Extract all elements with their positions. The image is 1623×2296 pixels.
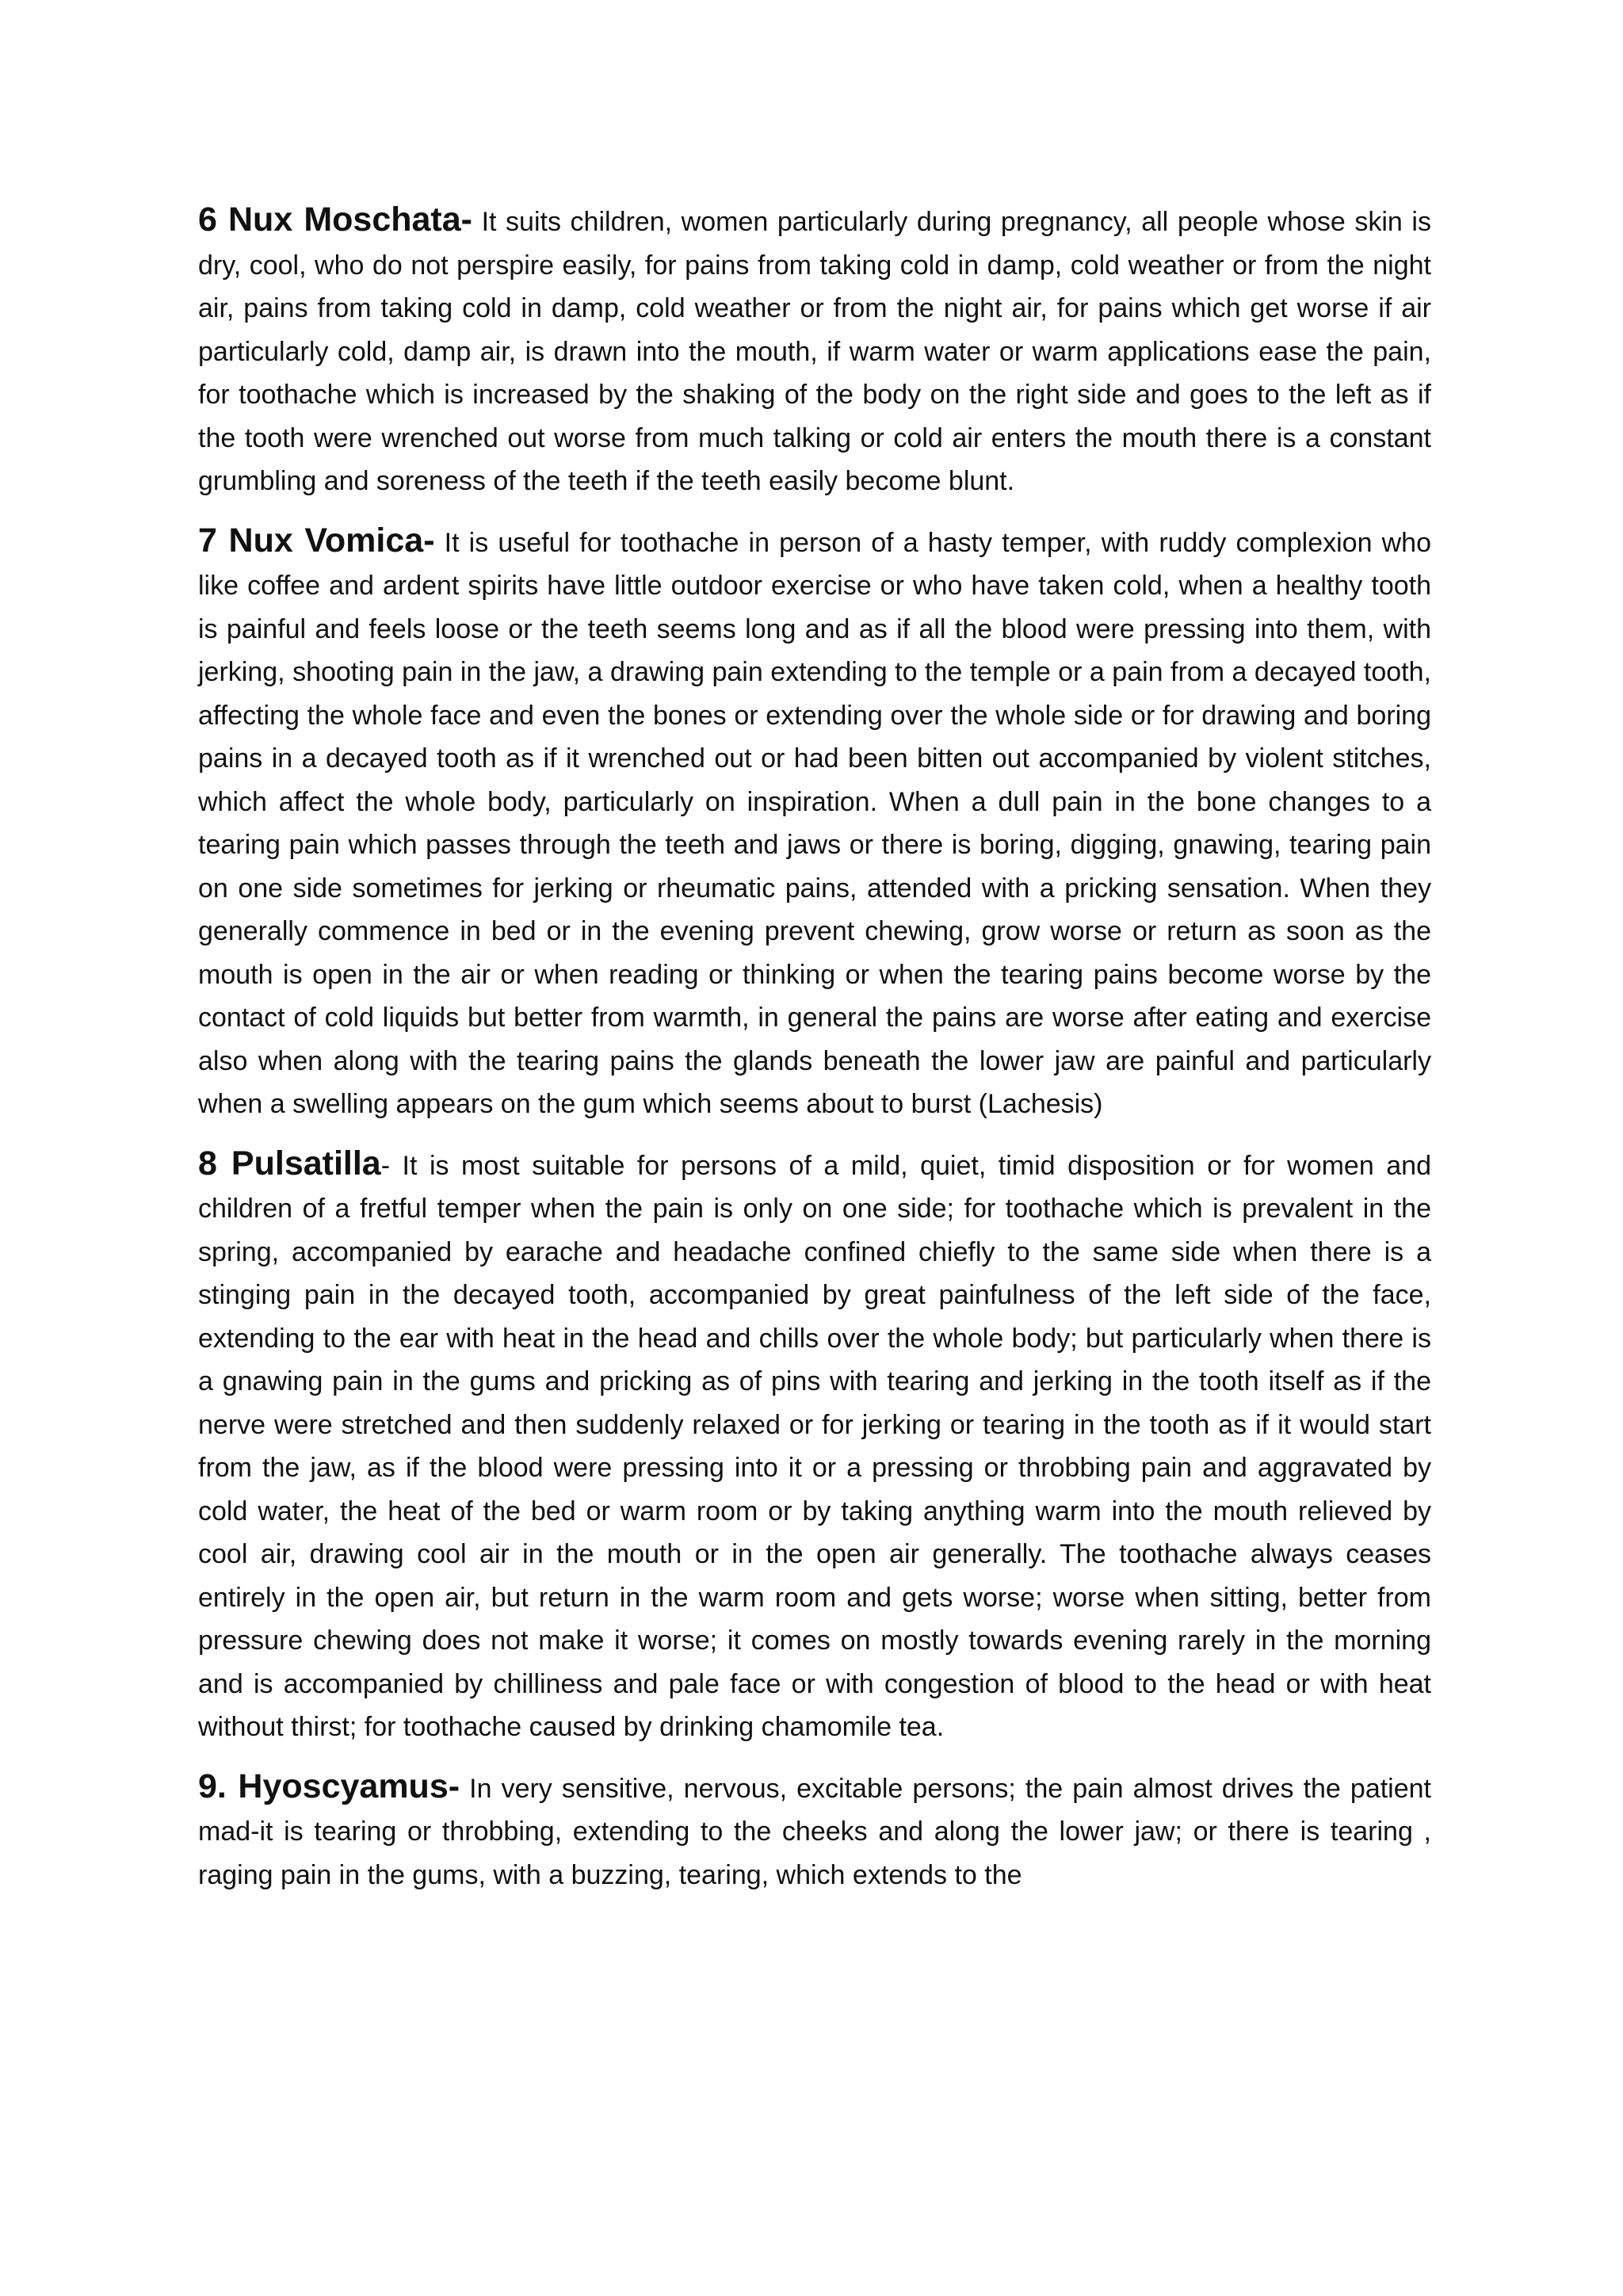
- remedy-description: It is useful for toothache in person of a hasty temper, with ruddy complexion who like coffee and ardent spirits have little outdoor exercise or who have taken cold, when a healthy tooth is painful and feels loose or the teeth seems long and as if all the blood were pressing into them, with jerking, shooting pain in the jaw, a drawing pain extending to the temple or a pain from a decayed tooth, affecting the whole face and even the bones or extending over the whole side or for drawing and boring pains in a decayed tooth as if it wrenched out or had been bitten out accompanied by violent stitches, which affect the whole body, particularly on inspiration. When a dull pain in the bone changes to a tearing pain which passes through the teeth and jaws or there is boring, digging, gnawing, tearing pain on one side sometimes for jerking or rheumatic pains, attended with a pricking sensation. When they generally commence in bed or in the evening prevent chewing, grow worse or return as soon as the mouth is open in the air or when reading or thinking or when the tearing pains become worse by the contact of cold liquids but better from warmth, in general the pains are worse after eating and exercise also when along with the tearing pains the glands beneath the lower jaw are painful and particularly when a swelling appears on the gum which seems about to burst (Lachesis): [198, 527, 1431, 1119]
- remedy-description: It suits children, women particularly during pregnancy, all people whose skin is dry, cool, who do not perspire easily, for pains from taking cold in damp, cold weather or from the night air, pains from taking cold in damp, cold weather or from the night air, for pains which get worse if air particularly cold, damp air, is drawn into the mouth, if warm water or warm applications ease the pain, for toothache which is increased by the shaking of the body on the right side and goes to the left as if the tooth were wrenched out worse from much talking or cold air enters the mouth there is a constant grumbling and soreness of the teeth if the teeth easily become blunt.: [198, 207, 1431, 496]
- document-page: [198, 198, 1431, 1912]
- remedy-heading: 8 Pulsatilla: [198, 1144, 381, 1182]
- remedy-description: In very sensitive, nervous, excitable persons; the pain almost drives the patient mad-it is tearing or throbbing, extending to the cheeks and along the lower jaw; or there is tearing , raging pain in the gums, with a buzzing, tearing, which extends to the: [198, 1773, 1431, 1890]
- remedy-heading: 7 Nux Vomica-: [198, 521, 435, 560]
- remedy-entry-hyoscyamus: [198, 1765, 1431, 1897]
- remedy-entry-nux-moschata: [198, 198, 1431, 503]
- remedy-entry-pulsatilla: [198, 1142, 1431, 1749]
- heading-dash: -: [380, 1150, 391, 1181]
- remedy-heading: 6 Nux Moschata-: [198, 201, 472, 239]
- remedy-entry-nux-vomica: [198, 519, 1431, 1126]
- remedy-description: It is most suitable for persons of a mild, quiet, timid disposition or for women and children of a fretful temper when the pain is only on one side; for toothache which is prevalent in the spring, accompanied by earache and headache confined chiefly to the same side when there is a stinging pain in the decayed tooth, accompanied by great painfulness of the left side of the face, extending to the ear with heat in the head and chills over the whole body; but particularly when there is a gnawing pain in the gums and pricking as of pins with tearing and jerking in the tooth itself as if the nerve were stretched and then suddenly relaxed or for jerking or tearing in the tooth as if it would start from the jaw, as if the blood were pressing into it or a pressing or throbbing pain and aggravated by cold water, the heat of the bed or warm room or by taking anything warm into the mouth relieved by cool air, drawing cool air in the mouth or in the open air generally. The toothache always ceases entirely in the open air, but return in the warm room and gets worse; worse when sitting, better from pressure chewing does not make it worse; it comes on mostly towards evening rarely in the morning and is accompanied by chilliness and pale face or with congestion of blood to the head or with heat without thirst; for toothache caused by drinking chamomile tea.: [198, 1150, 1431, 1742]
- remedy-heading: 9. Hyoscyamus-: [198, 1767, 460, 1805]
